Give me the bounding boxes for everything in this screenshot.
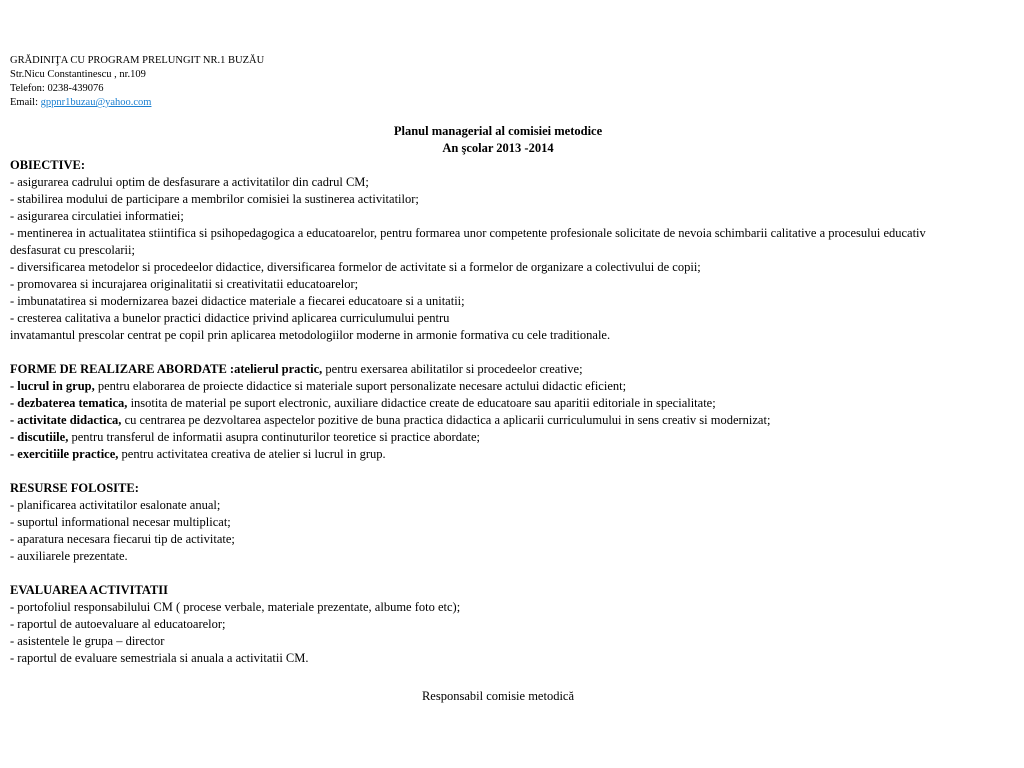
objective-item: - imbunatatirea si modernizarea bazei didactice materiale a fiecarei educatoare si a unitatii; [10,294,465,308]
title-line-1: Planul managerial al comisiei metodice [393,124,603,138]
objective-item: - diversificarea metodelor si procedeelor didactice, diversificarea formelor de activitate si a formelor de organizare a colectivului de copii; [10,260,701,274]
forms-item [10,361,1010,378]
objective-item: - cresterea calitativa a bunelor practici didactice privind aplicarea curriculumului pentru [10,311,450,325]
forms-item-bold: atelierul practic, [234,362,323,376]
email-label: Email: [10,97,41,108]
title-line-2: An şcolar 2013 -2014 [442,141,554,155]
forms-item-bold: - lucrul in grup, [10,379,95,393]
evaluation-item: - asistentele le grupa – director [10,634,165,648]
forms-item-bold: - discutiile, [10,430,69,444]
institution-name: GRĂDINIŢA CU PROGRAM PRELUNGIT NR.1 BUZĂU [10,55,265,66]
evaluation-heading: EVALUAREA ACTIVITATII [10,583,169,597]
resource-item: - aparatura necesara fiecarui tip de activitate; [10,532,235,546]
resource-item: - planificarea activitatilor esalonate anual; [10,498,221,512]
evaluation-item: - raportul de autoevaluare al educatoarelor; [10,617,226,631]
forms-item-text: pentru exersarea abilitatilor si procedeelor creative; [322,362,583,376]
objectives-heading: OBIECTIVE: [10,158,86,172]
forms-item [10,412,1010,429]
institution-header [10,54,264,110]
signature-line: Responsabil comisie metodică [421,689,575,703]
objective-item: - stabilirea modului de participare a membrilor comisiei la sustinerea activitatilor; [10,192,419,206]
objective-item: - asigurarea circulatiei informatiei; [10,209,184,223]
forms-item-text: pentru elaborarea de proiecte didactice si materiale suport personalizate necesare actului didactic eficient; [94,379,627,393]
objective-item: - promovarea si incurajarea originalitatii si creativitatii educatoarelor; [10,277,359,291]
objective-item: invatamantul prescolar centrat pe copil prin aplicarea metodologiilor moderne in armonie formativa cu cele traditionale. [10,328,611,342]
forms-heading: FORME DE REALIZARE ABORDATE : [10,362,235,376]
forms-item-text: insotita de material pe suport electronic, auxiliare didactice create de educatoare sau aparitii editoriale in specialitate; [127,396,716,410]
email-link[interactable]: gppnr1buzau@yahoo.com [40,97,152,108]
forms-item [10,395,1010,412]
evaluation-item: - portofoliul responsabilului CM ( procese verbale, materiale prezentate, albume foto etc); [10,600,461,614]
forms-item-text: pentru activitatea creativa de atelier si lucrul in grup. [118,447,386,461]
forms-item [10,429,1010,446]
forms-item [10,446,1010,463]
forms-item-bold: - activitate didactica, [10,413,122,427]
resources-heading: RESURSE FOLOSITE: [10,481,139,495]
forms-item-text: pentru transferul de informatii asupra continuturilor teoretice si practice abordate; [68,430,480,444]
forms-item [10,378,1010,395]
objective-item: - asigurarea cadrului optim de desfasurare a activitatilor din cadrul CM; [10,175,369,189]
objective-item: - mentinerea in actualitatea stiintifica si psihopedagogica a educatoarelor, pentru formarea unor competente profesionale solicitate de nevoia schimbarii calitative a procesului educativ desfasurat cu prescolarii; [10,226,926,257]
institution-phone: Telefon: 0238-439076 [10,83,104,94]
document-body [10,157,1010,667]
institution-email [10,96,264,110]
document-title [10,123,986,157]
forms-item-text: cu centrarea pe dezvoltarea aspectelor pozitive de buna practica didactica a aplicarii curriculumului in sens creativ si modernizat; [121,413,771,427]
resource-item: - suportul informational necesar multiplicat; [10,515,231,529]
institution-address: Str.Nicu Constantinescu , nr.109 [10,69,146,80]
evaluation-item: - raportul de evaluare semestriala si anuala a activitatii CM. [10,651,309,665]
forms-item-bold: - exercitiile practice, [10,447,119,461]
forms-item-bold: - dezbaterea tematica, [10,396,128,410]
resource-item: - auxiliarele prezentate. [10,549,128,563]
